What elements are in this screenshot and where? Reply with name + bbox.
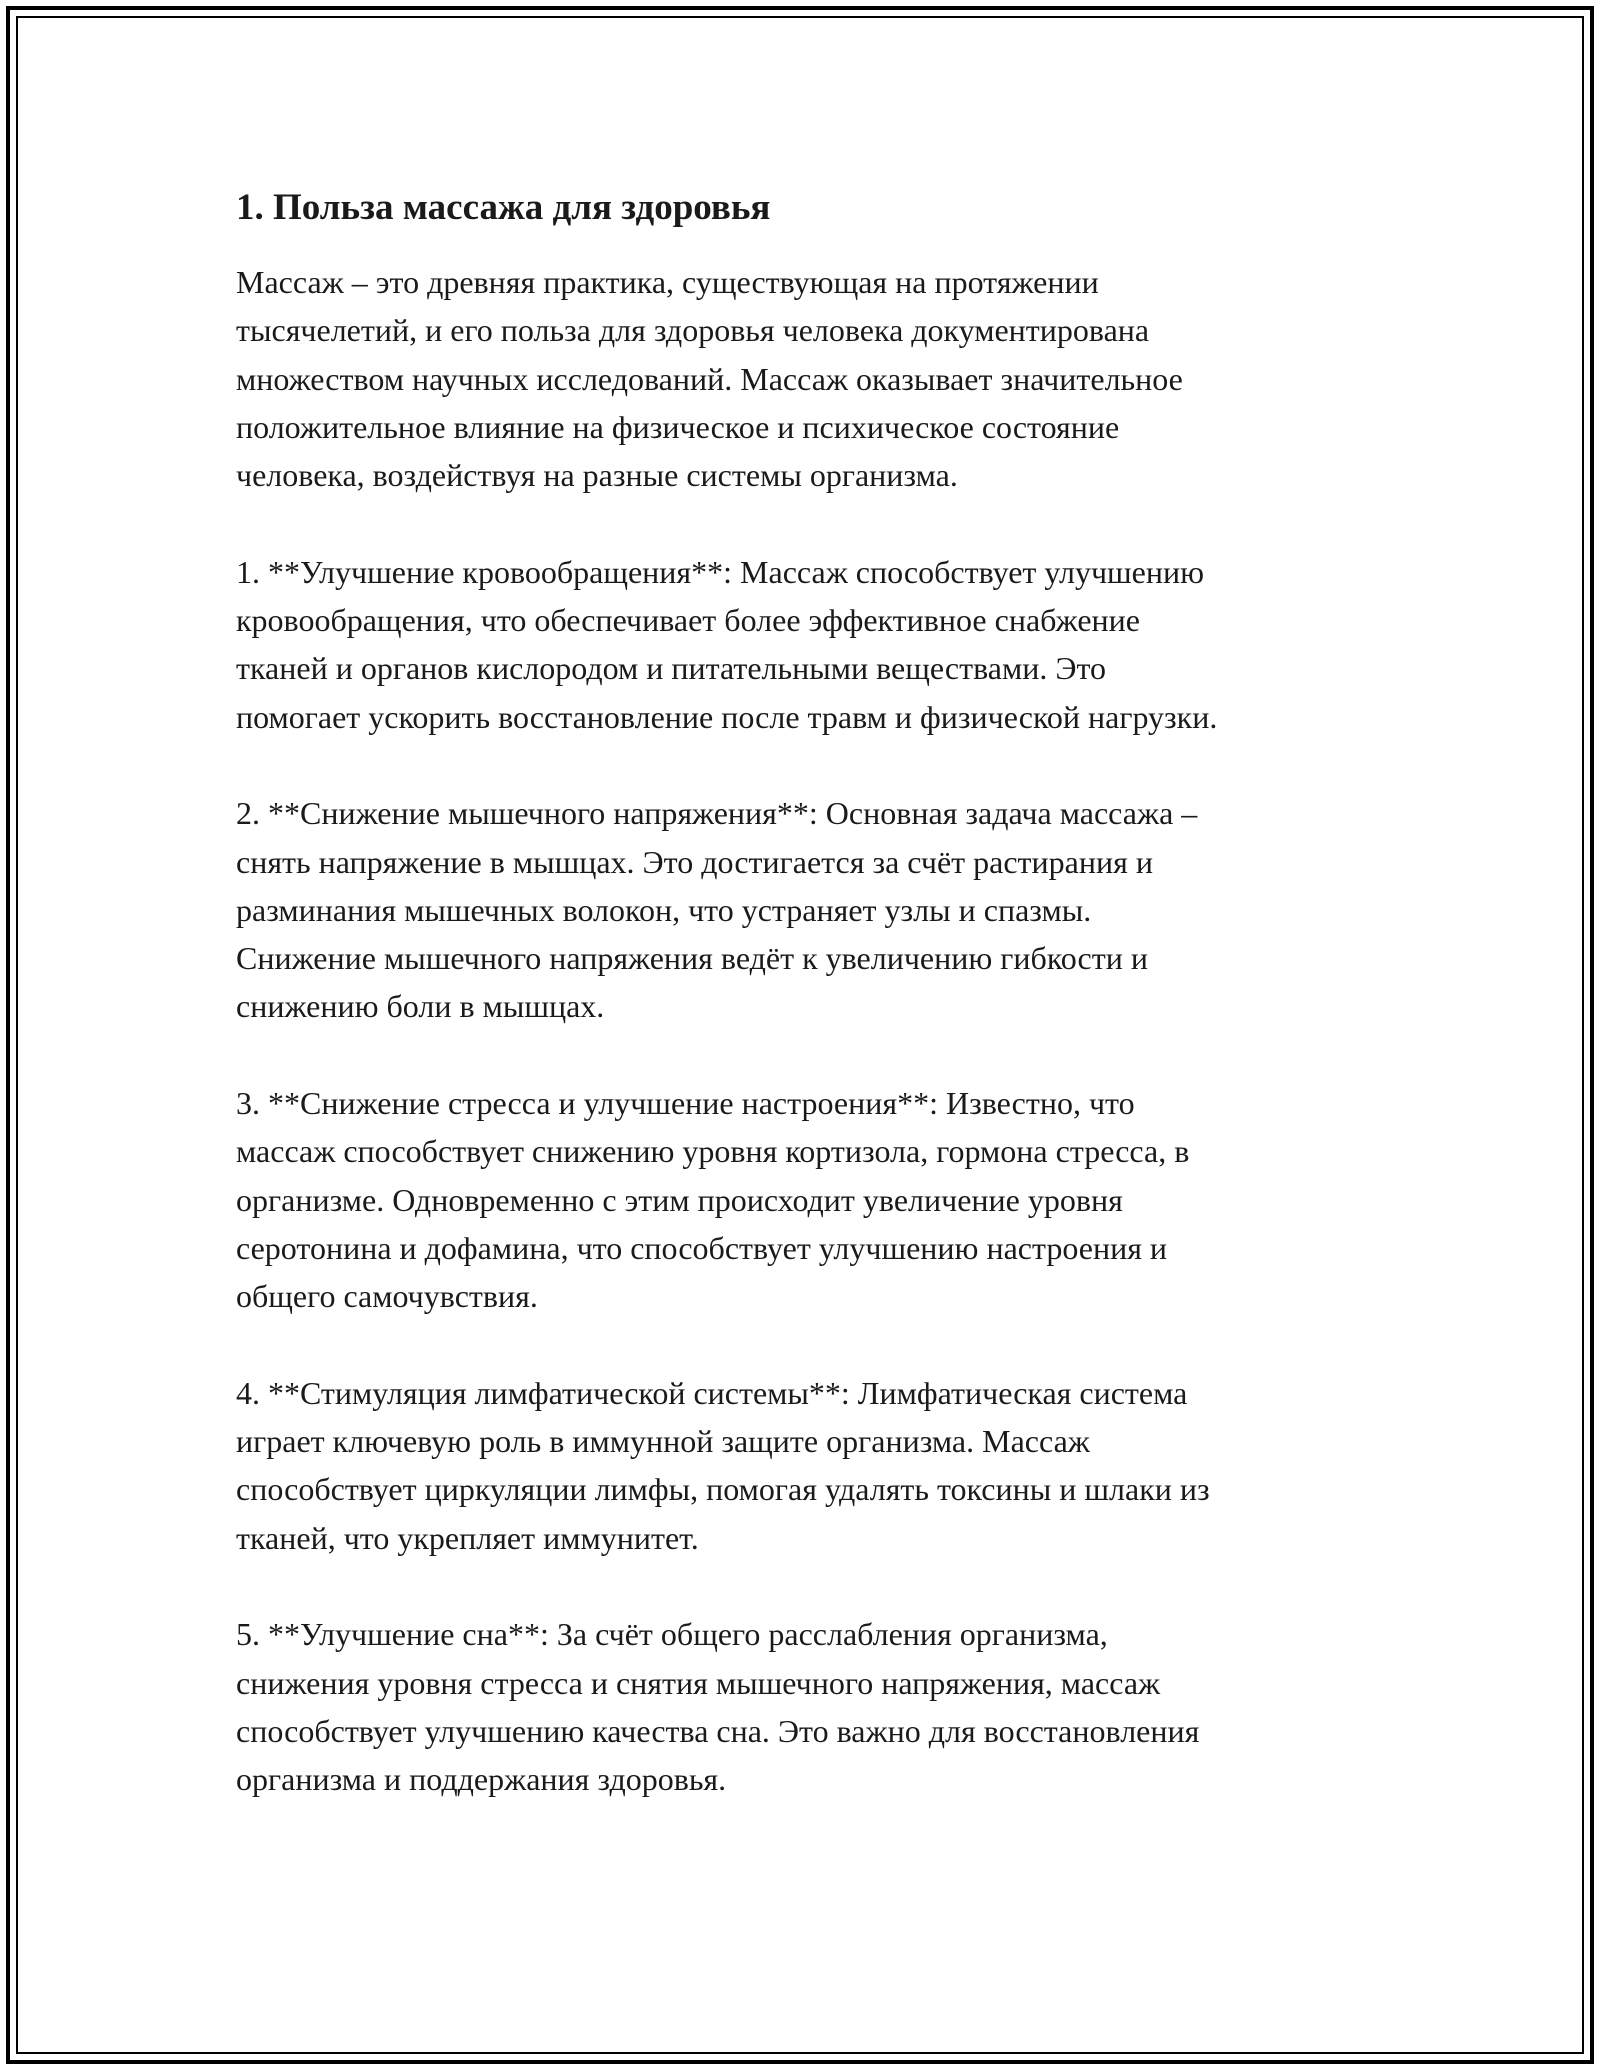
intro-paragraph: Массаж – это древняя практика, существующая на протяжении тысячелетий, и его польза для здоровья человека документирована множеством научных исследований. Массаж оказывает значительное положительное влияние на физическое и психическое состояние человека, воздействуя на разные системы организма.: [236, 264, 1183, 494]
benefit-circulation-paragraph: 1. **Улучшение кровообращения**: Массаж способствует улучшению кровообращения, что обеспечивает более эффективное снабжение тканей и органов кислородом и питательными веществами. Это помогает ускорить восстановление после травм и физической нагрузки.: [236, 553, 1218, 735]
benefit-sleep-paragraph: 5. **Улучшение сна**: За счёт общего расслабления организма, снижения уровня стресса и снятия мышечного напряжения, массаж способствует улучшению качества сна. Это важно для восстановления организма и поддержания здоровья.: [236, 1616, 1200, 1798]
benefit-lymphatic-paragraph: 4. **Стимуляция лимфатической системы**: Лимфатическая система играет ключевую роль в иммунной защите организма. Массаж способствует циркуляции лимфы, помогая удалять токсины и шлаки из тканей, что укрепляет иммунитет.: [236, 1374, 1210, 1556]
benefit-muscle-tension-paragraph: 2. **Снижение мышечного напряжения**: Основная задача массажа – снять напряжение в мышцах. Это достигается за счёт растирания и разминания мышечных волокон, что устраняет узлы и спазмы. Снижение мышечного напряжения ведёт к увеличению гибкости и снижению боли в мышцах.: [236, 795, 1198, 1025]
section-heading: 1. Польза массажа для здоровья: [236, 187, 771, 228]
benefit-stress-mood-paragraph: 3. **Снижение стресса и улучшение настроения**: Известно, что массаж способствует снижению уровня кортизола, гормона стресса, в организме. Одновременно с этим происходит увеличение уровня серотонина и дофамина, что способствует улучшению настроения и общего самочувствия.: [236, 1085, 1190, 1315]
document-body: [236, 184, 1386, 1852]
